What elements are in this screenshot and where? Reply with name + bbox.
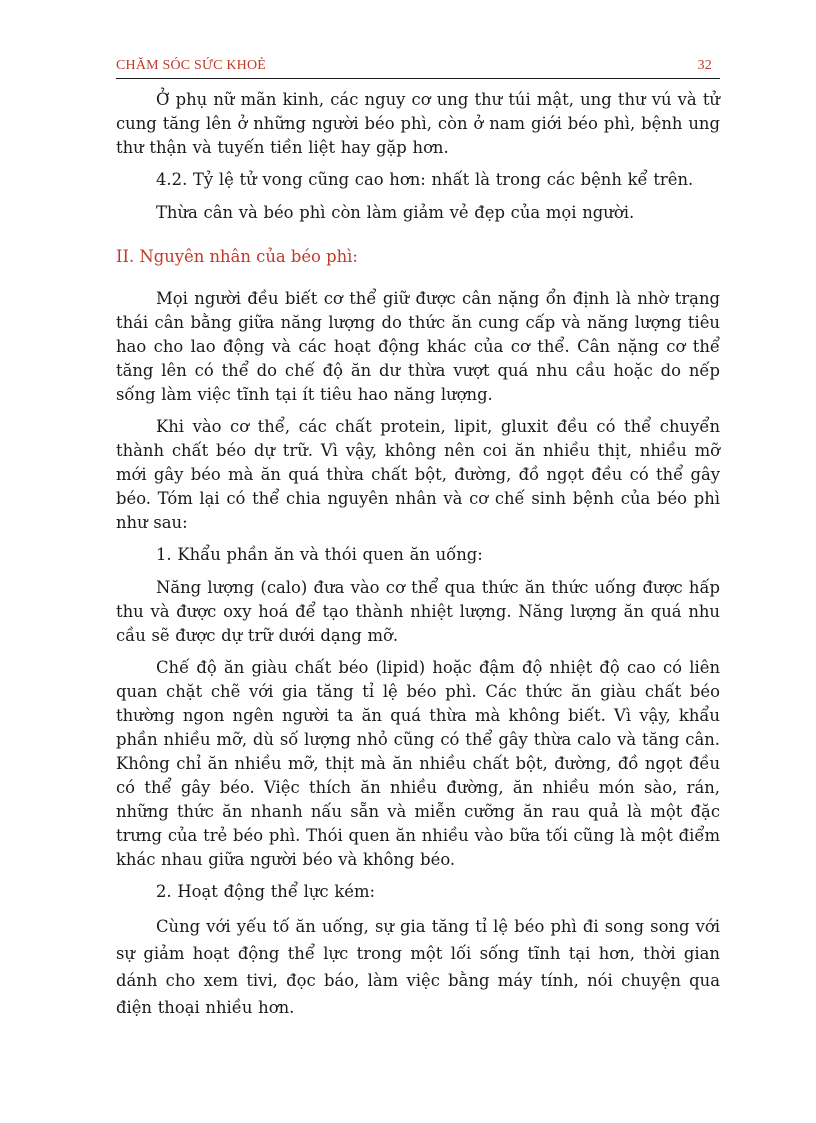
page-number: 32 (697, 58, 712, 73)
last-paragraph-wrap (116, 913, 720, 1021)
paragraph: Thừa cân và béo phì còn làm giảm vẻ đẹp của mọi người. (156, 203, 635, 222)
document-page (116, 58, 720, 1029)
paragraph: Mọi người đều biết cơ thể giữ được cân nặng ổn định là nhờ trạng thái cân bằng giữa năng lượng do thức ăn cung cấp và năng lượng tiêu hao cho lao động và các hoạt động khác của cơ thể. Cân nặng cơ thể tăng lên có thể do chế độ ăn dư thừa vượt quá nhu cầu hoặc do nếp sống làm việc tĩnh tại ít tiêu hao năng lượng. (116, 289, 720, 404)
paragraph: Ở phụ nữ mãn kinh, các nguy cơ ung thư túi mật, ung thư vú và tử cung tăng lên ở những người béo phì, còn ở nam giới béo phì, bệnh ung thư thận và tuyến tiền liệt hay gặp hơn. (116, 90, 720, 157)
paragraph: Chế độ ăn giàu chất béo (lipid) hoặc đậm độ nhiệt độ cao có liên quan chặt chẽ với gia tăng tỉ lệ béo phì. Các thức ăn giàu chất béo thường ngon ngên người ta ăn quá thừa mà không biết. Vì vậy, khẩu phần nhiều mỡ, dù số lượng nhỏ cũng có thể gây thừa calo và tăng cân. Không chỉ ăn nhiều mỡ, thịt mà ăn nhiều chất bột, đường, đồ ngọt đều có thể gây béo. Việc thích ăn nhiều đường, ăn nhiều món sào, rán, những thức ăn nhanh nấu sẵn và miễn cưỡng ăn rau quả là một đặc trưng của trẻ béo phì. Thói quen ăn nhiều vào bữa tối cũng là một điểm khác nhau giữa người béo và không béo. (116, 658, 720, 869)
subheading-paragraph: 1. Khẩu phần ăn và thói quen ăn uống: (156, 545, 483, 564)
paragraph: 4.2. Tỷ lệ tử vong cũng cao hơn: nhất là trong các bệnh kể trên. (156, 170, 694, 189)
paragraph: Khi vào cơ thể, các chất protein, lipit, gluxit đều có thể chuyển thành chất béo dự trữ. Vì vậy, không nên coi ăn nhiều thịt, nhiều mỡ mới gây béo mà ăn quá thừa chất bột, đường, đồ ngọt đều có thể gây béo. Tóm lại có thể chia nguyên nhân và cơ chế sinh bệnh của béo phì như sau: (116, 417, 720, 532)
page-content (116, 88, 720, 1021)
section-heading: II. Nguyên nhân của béo phì: (116, 247, 358, 266)
paragraph: Năng lượng (calo) đưa vào cơ thể qua thức ăn thức uống được hấp thu và được oxy hoá để tạo thành nhiệt lượng. Năng lượng ăn quá nhu cầu sẽ được dự trữ dưới dạng mỡ. (116, 578, 720, 645)
paragraph: Cùng với yếu tố ăn uống, sự gia tăng tỉ lệ béo phì đi song song với sự giảm hoạt động thể lực trong một lối sống tĩnh tại hơn, thời gian dánh cho xem tivi, đọc báo, làm việc bằng máy tính, nói chuyện qua điện thoại nhiều hơn. (116, 917, 720, 1017)
running-header (116, 58, 720, 79)
header-title: CHĂM SÓC SỨC KHOẺ (116, 58, 267, 73)
subheading-paragraph: 2. Hoạt động thể lực kém: (156, 882, 376, 901)
